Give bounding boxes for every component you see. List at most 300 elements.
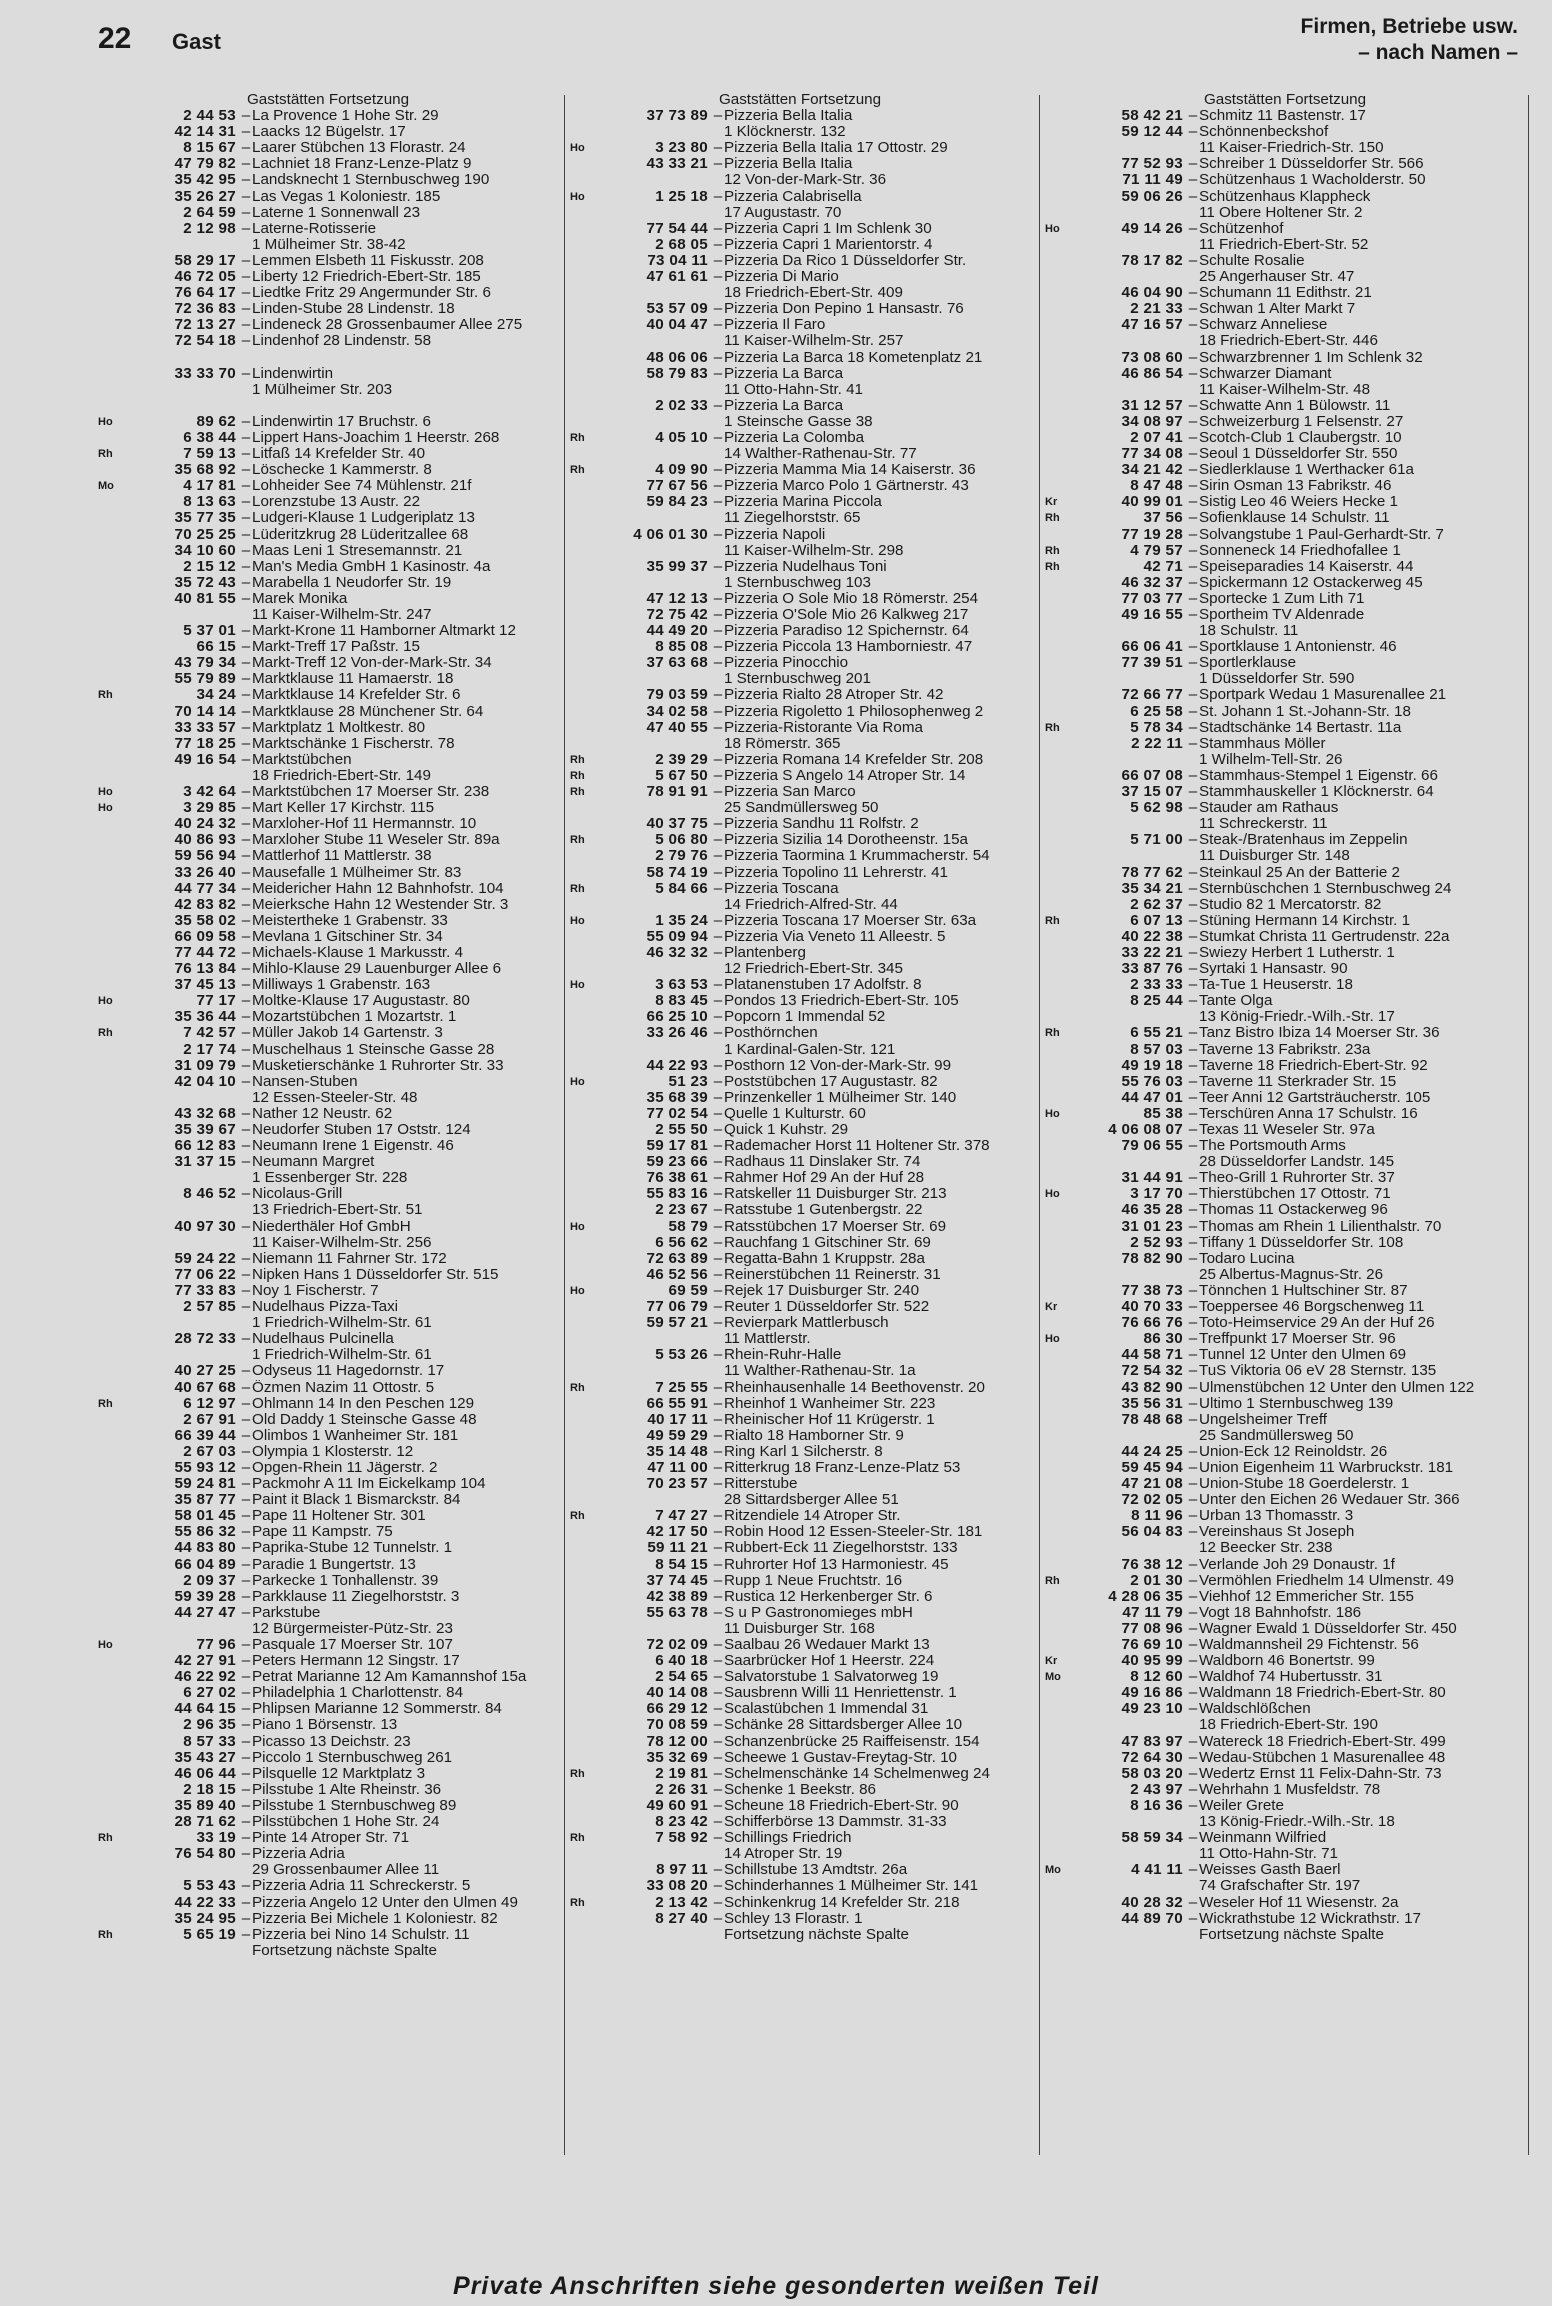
- phone-number: 2 43 97: [1130, 1780, 1183, 1798]
- district-code: [1045, 945, 1073, 961]
- entry-continuation: 11 Kaiser-Wilhelm-Str. 298: [724, 541, 904, 559]
- business-entry: Lachniet 18 Franz-Lenze-Platz 9: [252, 156, 472, 173]
- entry-continuation: 18 Friedrich-Ebert-Str. 446: [1199, 332, 1378, 350]
- business-entry: Union-Stube 18 Goerdelerstr. 1: [1199, 1476, 1410, 1493]
- phone-number: 4 09 90: [655, 461, 708, 479]
- dash-separator: –: [713, 686, 723, 704]
- listing-entry: [98, 929, 558, 945]
- dash-separator: –: [1188, 1652, 1198, 1670]
- dash-separator: –: [1188, 412, 1198, 430]
- listing-entry: [98, 1428, 558, 1444]
- dash-separator: –: [713, 1169, 723, 1187]
- listing-entry: [570, 1251, 1030, 1267]
- entry-continuation: 1 Steinsche Gasse 38: [724, 412, 873, 430]
- entry-continuation: 11 Kaiser-Wilhelm-Str. 48: [1199, 380, 1371, 398]
- district-code: [98, 1573, 126, 1589]
- phone-number: 43 33 21: [646, 155, 708, 173]
- district-code: [98, 1460, 126, 1476]
- business-entry: Odyseus 11 Hagedornstr. 17: [252, 1363, 445, 1380]
- business-entry: Syrtaki 1 Hansastr. 90: [1199, 961, 1348, 978]
- phone-number: 47 12 13: [646, 589, 708, 607]
- business-entry: Ultimo 1 Sternbuschweg 139: [1199, 1395, 1394, 1412]
- district-code: Rh: [570, 1381, 585, 1394]
- listing-entry: [570, 1830, 1030, 1846]
- dash-separator: –: [713, 1732, 723, 1750]
- listing-entry: [570, 1669, 1030, 1685]
- entry-continuation: 25 Albertus-Magnus-Str. 26: [1199, 1265, 1384, 1283]
- business-entry: Marktklause 28 Münchener Str. 64: [252, 703, 484, 720]
- entry-continuation: 1 Friedrich-Wilhelm-Str. 61: [252, 1346, 432, 1364]
- dash-separator: –: [1188, 251, 1198, 269]
- listing-entry: [570, 1170, 1030, 1186]
- business-entry: Pizzeria Sandhu 11 Rolfstr. 2: [724, 816, 919, 833]
- business-entry: Piano 1 Börsenstr. 13: [252, 1717, 398, 1734]
- dash-separator: –: [713, 1201, 723, 1219]
- dash-separator: –: [1188, 943, 1198, 961]
- business-entry: Meidericher Hahn 12 Bahnhofstr. 104: [252, 880, 504, 897]
- district-code: Rh: [1045, 560, 1060, 573]
- listing-entry: [570, 237, 1030, 253]
- business-entry: Schwan 1 Alter Markt 7: [1199, 301, 1356, 318]
- business-entry: Muschelhaus 1 Steinsche Gasse 28: [252, 1041, 495, 1058]
- district-code: [98, 1911, 126, 1927]
- district-code: [98, 1846, 126, 1862]
- phone-number: 40 99 01: [1121, 493, 1183, 511]
- listing-entry: [1045, 317, 1525, 333]
- listing-entry: [98, 1299, 558, 1315]
- district-code: [98, 1492, 126, 1508]
- business-entry: Paradie 1 Bungertstr. 13: [252, 1556, 416, 1573]
- listing-entry: [98, 1782, 558, 1798]
- district-code: [98, 366, 126, 382]
- district-code: Rh: [98, 689, 113, 702]
- dash-separator: –: [713, 815, 723, 833]
- phone-number: 5 84 66: [655, 879, 708, 897]
- district-code: [1045, 301, 1073, 317]
- business-entry: Rhein-Ruhr-Halle: [724, 1347, 842, 1364]
- listing-entry: [1045, 478, 1525, 494]
- phone-number: 51 23: [668, 1072, 708, 1090]
- dash-separator: –: [1188, 1410, 1198, 1428]
- business-entry: Stauder am Rathaus: [1199, 800, 1339, 817]
- listing-entry: [98, 253, 558, 269]
- business-entry: Watereck 18 Friedrich-Ebert-Str. 499: [1199, 1733, 1446, 1750]
- business-entry: Ruhrorter Hof 13 Harmoniestr. 45: [724, 1556, 949, 1573]
- business-entry: Mattlerhof 11 Mattlerstr. 38: [252, 848, 432, 865]
- district-code: [570, 1315, 598, 1331]
- dash-separator: –: [241, 251, 251, 269]
- district-code: Ho: [570, 1220, 585, 1233]
- listing-entry: [1045, 800, 1525, 816]
- business-entry: Ta-Tue 1 Heuserstr. 18: [1199, 977, 1353, 994]
- district-code: [1045, 655, 1073, 671]
- entry-continuation: 11 Duisburger Str. 168: [724, 1619, 875, 1637]
- dash-separator: –: [241, 1426, 251, 1444]
- business-entry: Sportheim TV Aldenrade: [1199, 607, 1365, 623]
- phone-number: 56 04 83: [1121, 1523, 1183, 1541]
- phone-number: 2 23 67: [655, 1201, 708, 1219]
- entry-continuation: 11 Kaiser-Wilhelm-Str. 247: [252, 606, 432, 623]
- listing-entry: [570, 1412, 1030, 1428]
- phone-number: 44 83 80: [174, 1539, 236, 1557]
- listing-entry: [570, 1573, 1030, 1589]
- dash-separator: –: [1188, 525, 1198, 543]
- listing-entry: [570, 1428, 1030, 1444]
- dash-separator: –: [713, 863, 723, 881]
- business-entry: Musketierschänke 1 Ruhrorter Str. 33: [252, 1057, 504, 1074]
- dash-separator: –: [713, 750, 723, 768]
- business-entry: Wickrathstube 12 Wickrathstr. 17: [1199, 1910, 1421, 1927]
- dash-separator: –: [241, 1587, 251, 1605]
- phone-number: 66 15: [196, 638, 236, 656]
- business-entry: Schützenhaus 1 Wacholderstr. 50: [1199, 172, 1426, 189]
- dash-separator: –: [241, 155, 251, 173]
- district-code: Rh: [570, 431, 585, 444]
- business-entry: Scheewe 1 Gustav-Freytag-Str. 10: [724, 1749, 957, 1766]
- district-code: Rh: [98, 1027, 113, 1040]
- phone-number: 31 12 57: [1121, 396, 1183, 414]
- business-entry: Laacks 12 Bügelstr. 17: [252, 124, 406, 141]
- phone-number: 78 82 90: [1121, 1249, 1183, 1267]
- business-entry: Treffpunkt 17 Moerser Str. 96: [1199, 1331, 1396, 1348]
- business-entry: Stumkat Christa 11 Gertrudenstr. 22a: [1199, 928, 1450, 945]
- phone-number: 44 49 20: [646, 622, 708, 640]
- entry-continuation: 12 Essen-Steeler-Str. 48: [252, 1088, 418, 1106]
- listing-entry: [98, 1380, 558, 1396]
- business-entry: Pizzeria Napoli: [724, 526, 826, 543]
- listing-entry: [98, 124, 558, 140]
- district-code: [1045, 1492, 1073, 1508]
- phone-number: 44 47 01: [1121, 1088, 1183, 1106]
- business-entry: Ulmenstübchen 12 Unter den Ulmen 122: [1199, 1379, 1475, 1396]
- dash-separator: –: [241, 509, 251, 527]
- listing-entry: [1045, 977, 1525, 993]
- business-entry: Pizzeria Da Rico 1 Düsseldorfer Str.: [724, 252, 967, 269]
- dash-separator: –: [241, 187, 251, 205]
- entry-continuation: 1 Sternbuschweg 201: [724, 670, 871, 688]
- listing-entry: [570, 881, 1030, 897]
- dash-separator: –: [1188, 1636, 1198, 1653]
- dash-separator: –: [713, 911, 723, 929]
- district-code: Rh: [570, 786, 585, 799]
- business-entry: Pizzeria Toscana: [724, 880, 839, 897]
- dash-separator: –: [713, 1716, 723, 1734]
- phone-number: 49 59 29: [646, 1426, 708, 1444]
- entry-continuation: 13 Friedrich-Ebert-Str. 51: [252, 1201, 423, 1219]
- business-entry: Lorenzstube 13 Austr. 22: [252, 494, 421, 511]
- phone-number: 2 22 11: [1131, 734, 1183, 752]
- phone-number: 55 83 16: [646, 1185, 708, 1203]
- listing-entry: [98, 1589, 558, 1605]
- dash-separator: –: [241, 1877, 251, 1895]
- phone-number: 4 05 10: [655, 428, 708, 446]
- phone-number: 44 24 25: [1121, 1442, 1183, 1460]
- phone-number: 33 87 76: [1121, 960, 1183, 978]
- entry-continuation: 1 Sternbuschweg 103: [724, 573, 871, 591]
- business-entry: Peters Hermann 12 Singstr. 17: [252, 1653, 460, 1670]
- dash-separator: –: [713, 943, 723, 961]
- business-entry: Ritzendiele 14 Atroper Str.: [724, 1508, 901, 1525]
- business-entry: Pizzeria Sizilia 14 Dorotheenstr. 15a: [724, 832, 968, 849]
- phone-number: 2 39 29: [655, 750, 708, 768]
- business-entry: Regatta-Bahn 1 Kruppstr. 28a: [724, 1250, 925, 1267]
- dash-separator: –: [713, 1281, 723, 1299]
- business-entry: Stammhaus Möller: [1199, 735, 1326, 752]
- phone-number: 44 89 70: [1121, 1909, 1183, 1927]
- business-entry: Pizzeria Topolino 11 Lehrerstr. 41: [724, 864, 949, 881]
- phone-number: 35 24 95: [174, 1909, 236, 1927]
- business-entry: Prinzenkeller 1 Mülheimer Str. 140: [724, 1089, 957, 1106]
- district-code: [570, 1090, 598, 1106]
- listing-entry: [1045, 1734, 1525, 1750]
- entry-continuation: 18 Friedrich-Ebert-Str. 190: [1199, 1716, 1378, 1734]
- district-code: Kr: [1045, 1655, 1058, 1668]
- listing-entry: [570, 1122, 1030, 1138]
- phone-number: 31 37 15: [174, 1153, 236, 1171]
- listing-entry: [98, 1009, 558, 1025]
- business-entry: Müller Jakob 14 Gartenstr. 3: [252, 1025, 443, 1042]
- listing-entry: [1045, 1669, 1525, 1685]
- district-code: [98, 172, 126, 188]
- dash-separator: –: [713, 1233, 723, 1251]
- dash-separator: –: [713, 783, 723, 801]
- phone-number: 31 09 79: [174, 1056, 236, 1074]
- listing-entry: [570, 462, 1030, 478]
- business-entry: Swiezy Herbert 1 Lutherstr. 1: [1199, 944, 1395, 961]
- district-code: [1045, 1524, 1073, 1540]
- dash-separator: –: [241, 1185, 251, 1203]
- district-code: [1045, 1701, 1073, 1717]
- district-code: [98, 543, 126, 559]
- district-code: [570, 1540, 598, 1556]
- dash-separator: –: [241, 863, 251, 881]
- district-code: [1045, 1685, 1073, 1701]
- district-code: [570, 1589, 598, 1605]
- phone-number: 49 16 55: [1121, 606, 1183, 623]
- district-code: [98, 1074, 126, 1090]
- dash-separator: –: [241, 1796, 251, 1814]
- business-entry: Petrat Marianne 12 Am Kamannshof 15a: [252, 1669, 527, 1686]
- dash-separator: –: [241, 895, 251, 913]
- business-entry: Wedau-Stübchen 1 Masurenallee 48: [1199, 1749, 1446, 1766]
- district-code: [570, 1878, 598, 1894]
- listing-entry: [98, 1122, 558, 1138]
- dash-separator: –: [713, 1668, 723, 1686]
- business-entry: Pizzeria S Angelo 14 Atroper Str. 14: [724, 767, 966, 784]
- phone-number: 59 24 81: [174, 1475, 236, 1493]
- district-code: Rh: [570, 1767, 585, 1780]
- listing-entry: [570, 527, 1030, 543]
- district-code: [570, 1734, 598, 1750]
- dash-separator: –: [713, 1796, 723, 1814]
- phone-number: 35 68 92: [174, 461, 236, 479]
- phone-number: 8 15 67: [183, 139, 236, 157]
- business-entry: Nipken Hans 1 Düsseldorfer Str. 515: [252, 1266, 499, 1283]
- listing-entry: [98, 1605, 558, 1621]
- listing-entry: [1045, 1460, 1525, 1476]
- listing-entry: [98, 977, 558, 993]
- business-entry: Pizzeria San Marco: [724, 784, 856, 801]
- dash-separator: –: [1188, 1442, 1198, 1460]
- district-code: [98, 623, 126, 639]
- listing-entry: [98, 575, 558, 591]
- phone-number: 76 54 80: [174, 1845, 236, 1863]
- listing-entry: [1045, 1862, 1525, 1878]
- listing-entry: [1045, 1106, 1525, 1122]
- dash-separator: –: [713, 847, 723, 865]
- phone-number: 4 79 57: [1130, 541, 1183, 559]
- dash-separator: –: [241, 911, 251, 929]
- business-entry: Plantenberg: [724, 944, 806, 961]
- entry-continuation: 11 Mattlerstr.: [724, 1330, 811, 1348]
- district-code: [1045, 253, 1073, 269]
- dash-separator: –: [713, 525, 723, 543]
- district-code: Ho: [98, 1639, 113, 1651]
- business-entry: Pizzeria Adria 11 Schreckerstr. 5: [252, 1878, 471, 1895]
- business-entry: Pilsstube 1 Alte Rheinstr. 36: [252, 1781, 442, 1798]
- dash-separator: –: [1188, 911, 1198, 929]
- listing-entry: [570, 1202, 1030, 1218]
- district-code: [570, 1412, 598, 1428]
- phone-number: 34 10 60: [174, 541, 236, 559]
- district-code: [570, 1524, 598, 1540]
- phone-number: 66 29 12: [646, 1700, 708, 1718]
- listing-entry: [1045, 494, 1525, 510]
- phone-number: 49 60 91: [646, 1796, 708, 1814]
- business-entry: Meistertheke 1 Grabenstr. 33: [252, 912, 448, 929]
- business-entry: Pizzeria Nudelhaus Toni: [724, 558, 887, 575]
- dash-separator: –: [713, 1394, 723, 1412]
- listing-entry: [98, 945, 558, 961]
- phone-number: 2 96 35: [183, 1716, 236, 1734]
- dash-separator: –: [713, 718, 723, 736]
- dash-separator: –: [713, 1410, 723, 1428]
- phone-number: 43 32 68: [174, 1104, 236, 1122]
- business-entry: Seoul 1 Düsseldorfer Str. 550: [1199, 446, 1398, 463]
- dash-separator: –: [1188, 879, 1198, 897]
- listing-entry: [98, 736, 558, 752]
- district-code: [98, 527, 126, 543]
- dash-separator: –: [713, 364, 723, 382]
- phone-number: 37 15 07: [1121, 783, 1183, 801]
- business-entry: La Provence 1 Hohe Str. 29: [252, 108, 439, 125]
- listing-entry: [98, 1186, 558, 1202]
- phone-number: 3 17 70: [1130, 1185, 1183, 1203]
- district-code: [570, 655, 598, 671]
- business-entry: Pizzeria Bella Italia: [724, 156, 853, 173]
- phone-number: 2 01 30: [1130, 1571, 1183, 1589]
- phone-number: 42 83 82: [174, 895, 236, 913]
- dash-separator: –: [1188, 638, 1198, 656]
- business-entry: Litfaß 14 Krefelder Str. 40: [252, 446, 426, 463]
- business-entry: Pizzeria Mamma Mia 14 Kaiserstr. 36: [724, 462, 976, 479]
- phone-number: 72 63 89: [646, 1249, 708, 1267]
- phone-number: 6 55 21: [1130, 1024, 1183, 1042]
- business-entry: Mozartstübchen 1 Mozartstr. 1: [252, 1009, 457, 1026]
- phone-number: 44 64 15: [174, 1700, 236, 1718]
- business-entry: Tönnchen 1 Hultschiner Str. 87: [1199, 1282, 1408, 1299]
- business-entry: Maas Leni 1 Stresemannstr. 21: [252, 542, 463, 559]
- business-entry: Marktschänke 1 Fischerstr. 78: [252, 735, 455, 752]
- phone-number: 47 83 97: [1121, 1732, 1183, 1750]
- district-code: [570, 1170, 598, 1186]
- business-entry: Pizzeria Marco Polo 1 Gärtnerstr. 43: [724, 478, 969, 495]
- phone-number: 55 76 03: [1121, 1072, 1183, 1090]
- district-code: [98, 913, 126, 929]
- phone-number: 5 53 43: [183, 1877, 236, 1895]
- listing-entry: [1045, 704, 1525, 720]
- dash-separator: –: [1188, 783, 1198, 801]
- district-code: [1045, 800, 1073, 816]
- dash-separator: –: [241, 1249, 251, 1267]
- dash-separator: –: [713, 1314, 723, 1332]
- dash-separator: –: [713, 654, 723, 672]
- district-code: [98, 1782, 126, 1798]
- district-code: [570, 1605, 598, 1621]
- district-code: [570, 1750, 598, 1766]
- phone-number: 77 18 25: [174, 734, 236, 752]
- phone-number: 2 44 53: [183, 107, 236, 125]
- dash-separator: –: [1188, 1796, 1198, 1814]
- district-code: [98, 559, 126, 575]
- listing-entry: [1045, 527, 1525, 543]
- district-code: [1045, 704, 1073, 720]
- listing-entry: [98, 800, 558, 816]
- listing-entry: [1045, 639, 1525, 655]
- listing-entry: [570, 687, 1030, 703]
- district-code: [98, 1428, 126, 1444]
- business-entry: Lemmen Elsbeth 11 Fiskusstr. 208: [252, 252, 484, 269]
- listing-entry: [570, 655, 1030, 671]
- dash-separator: –: [1188, 1281, 1198, 1299]
- district-code: [98, 269, 126, 285]
- district-code: [98, 1380, 126, 1396]
- listing-entry: [1045, 865, 1525, 881]
- dash-separator: –: [1188, 606, 1198, 623]
- entry-continuation: 28 Sittardsberger Allee 51: [724, 1491, 899, 1509]
- listing-entry: [98, 1798, 558, 1814]
- dash-separator: –: [713, 1652, 723, 1670]
- business-entry: Poststübchen 17 Augustastr. 82: [724, 1073, 938, 1090]
- listing-entry: [570, 559, 1030, 575]
- listing-entry: [1045, 1573, 1525, 1589]
- phone-number: 72 02 09: [646, 1636, 708, 1653]
- business-entry: Schelmenschänke 14 Schelmenweg 24: [724, 1765, 990, 1782]
- dash-separator: –: [1188, 1024, 1198, 1042]
- dash-separator: –: [241, 1845, 251, 1863]
- listing-entry: [1045, 1122, 1525, 1138]
- phone-number: 47 11 00: [647, 1458, 708, 1476]
- dash-separator: –: [1188, 1523, 1198, 1541]
- phone-number: 55 09 94: [646, 927, 708, 945]
- listing-entry: [1045, 897, 1525, 913]
- district-code: [570, 398, 598, 414]
- listing-entry: [98, 1138, 558, 1154]
- business-entry: Pizzeria Paradiso 12 Spichernstr. 64: [724, 623, 969, 640]
- listing-entry: [98, 1283, 558, 1299]
- listing-entry: [1045, 929, 1525, 945]
- dash-separator: –: [713, 300, 723, 318]
- business-entry: Tunnel 12 Unter den Ulmen 69: [1199, 1347, 1407, 1364]
- dash-separator: –: [241, 1475, 251, 1493]
- listing-entry: [570, 591, 1030, 607]
- district-code: [98, 575, 126, 591]
- dash-separator: –: [241, 573, 251, 591]
- district-code: [1045, 1090, 1073, 1106]
- phone-number: 2 07 41: [1130, 428, 1183, 446]
- district-code: [1045, 285, 1073, 301]
- dash-separator: –: [1188, 1201, 1198, 1219]
